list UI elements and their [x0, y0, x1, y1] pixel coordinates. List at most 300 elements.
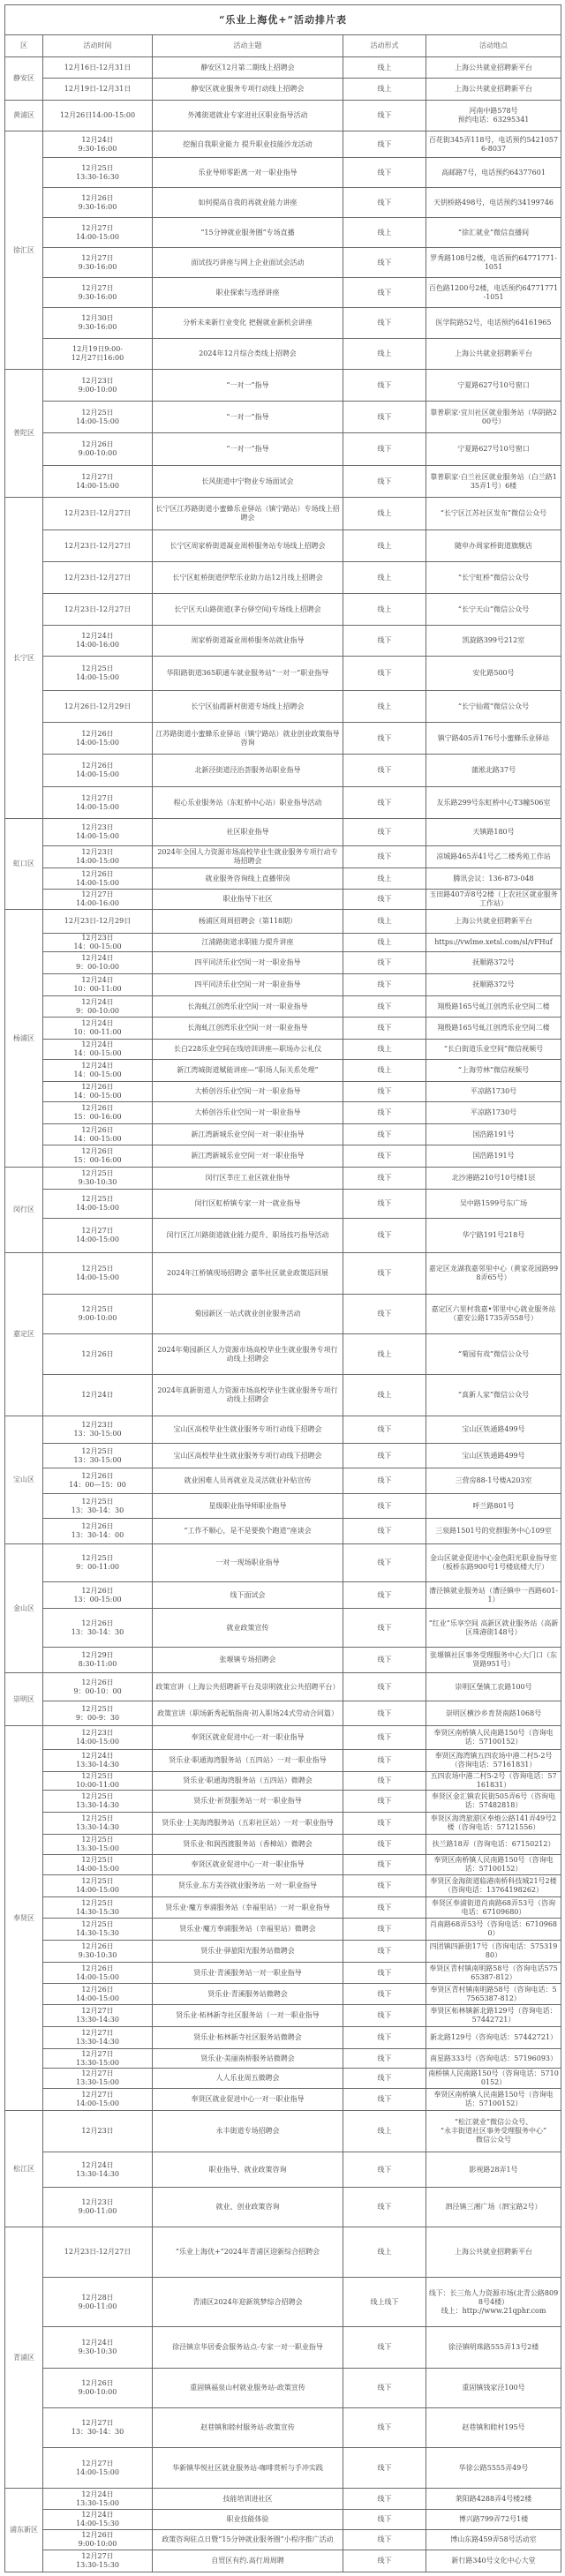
header-district: 区	[5, 35, 43, 57]
table-row	[5, 868, 561, 890]
form-cell: 线下	[343, 158, 426, 188]
form-cell: 线下	[343, 1791, 426, 1813]
time-cell: 12月24日 14:00-16:00	[43, 626, 153, 657]
time-cell: 12月26日 9:00-10:00	[43, 2369, 153, 2408]
table-row	[5, 1701, 561, 1726]
location-cell: 友乐路299号东虹桥中心T3幢506室	[426, 787, 561, 819]
form-cell: 线下	[343, 2327, 426, 2369]
table-row	[5, 308, 561, 339]
location-cell: 天镇路180号	[426, 819, 561, 846]
form-cell: 线下	[343, 846, 426, 868]
location-cell: “长白街道乐业空间”微信视频号	[426, 1040, 561, 1060]
form-cell: 线下	[343, 1168, 426, 1190]
table-row	[5, 2489, 561, 2510]
table-row	[5, 370, 561, 402]
topic-cell: 外滩街道就业专家进社区职业指导活动	[153, 101, 343, 131]
time-cell: 12月27日 14:00-15:00	[43, 466, 153, 498]
form-cell: 线下	[343, 2550, 426, 2572]
form-cell: 线下	[343, 1468, 426, 1494]
table-row	[5, 1835, 561, 1855]
table-row	[5, 1060, 561, 1082]
time-cell: 12月23日	[43, 2111, 153, 2152]
location-cell: 呼兰路801号	[426, 1494, 561, 1519]
time-cell: 12月26日 14:00-15:00	[43, 1984, 153, 2005]
table-row	[5, 1673, 561, 1701]
location-cell: 博山东路459弄58号活动室	[426, 2530, 561, 2550]
location-cell: 奉贤区柘林镇新北路129号（咨询电话：57442721）	[426, 2005, 561, 2027]
time-cell: 12月26日 9:30-16:00	[43, 188, 153, 218]
table-row	[5, 433, 561, 466]
time-cell: 12月27日 14:00-15:00	[43, 2448, 153, 2489]
district-cell: 嘉定区	[5, 1253, 43, 1416]
time-cell: 12月26日 15：00-16:00	[43, 1102, 153, 1124]
topic-cell: “15分钟就业服务圈”专场直播	[153, 218, 343, 248]
table-row	[5, 1875, 561, 1897]
location-cell: 张堰镇社区事务受理服务中心大门口（东贤路951号）	[426, 1648, 561, 1673]
time-cell: 12月23日 9:00-11:00	[43, 2188, 153, 2227]
form-cell: 线下	[343, 370, 426, 402]
location-cell: 凉城路465弄41号乙二楼秀苑工作站	[426, 846, 561, 868]
location-cell: 抚顺路372号	[426, 974, 561, 996]
form-cell: 线上	[343, 910, 426, 934]
location-cell: 抚顺路372号	[426, 952, 561, 974]
form-cell: 线下	[343, 1295, 426, 1334]
location-cell: 翔殷路165号虬江创湾乐业空间二楼	[426, 1018, 561, 1040]
location-cell: 吴中路1599号东广场	[426, 1190, 561, 1219]
form-cell: 线下	[343, 723, 426, 755]
time-cell: 12月24日 9：00-10:00	[43, 996, 153, 1018]
topic-cell: 2024年江桥镇现场招聘会 嘉华社区就业政策巡回展	[153, 1253, 343, 1295]
topic-cell: 新江湾新城乐业空间一对一职业指导	[153, 1124, 343, 1145]
table-row	[5, 934, 561, 952]
table-row	[5, 1726, 561, 1750]
location-cell: 蒲淞北路37号	[426, 755, 561, 787]
time-cell: 12月23日 13：30-15:00	[43, 1416, 153, 1444]
table-row	[5, 402, 561, 433]
form-cell: 线上	[343, 1334, 426, 1375]
topic-cell: 就业服务咨询线上直播带岗	[153, 868, 343, 890]
form-cell: 线下	[343, 1963, 426, 1984]
time-cell: 12月26日 9:30-10:30	[43, 1941, 153, 1963]
table-row	[5, 79, 561, 101]
form-cell: 线下	[343, 2069, 426, 2089]
topic-cell: 就业、创业政策咨询	[153, 2188, 343, 2227]
location-cell: 平凉路1730号	[426, 1102, 561, 1124]
table-row	[5, 1544, 561, 1582]
topic-cell: 贤乐业·上美海湾服务站（五彩社区站）一对一职业指导	[153, 1813, 343, 1835]
location-cell: 五四农场中港二村5-2号（咨询电话：57161831）	[426, 1772, 561, 1791]
time-cell: 12月24日 10：00-11:00	[43, 1018, 153, 1040]
time-cell: 12月23日-12月27日	[43, 2227, 153, 2278]
time-cell: 12月25日 13:30-14:30	[43, 1791, 153, 1813]
topic-cell: 青浦区2024年迎新筑梦综合招聘会	[153, 2278, 343, 2327]
location-cell: 奉贤区南桥镇人民南路150号（咨询电话：57100152）	[426, 1726, 561, 1750]
table-title: “乐业上海优+”活动排片表	[5, 5, 561, 35]
table-row	[5, 890, 561, 910]
form-cell: 线下	[343, 2369, 426, 2408]
schedule-sheet	[4, 4, 561, 2572]
district-cell: 黄浦区	[5, 101, 43, 131]
time-cell: 12月25日 14:00-15:00	[43, 1253, 153, 1295]
table-row	[5, 1897, 561, 1919]
time-cell: 12月23日 14:00-15:00	[43, 1726, 153, 1750]
topic-cell: 贤乐业·青溪服务站微聘会	[153, 1984, 343, 2005]
location-cell: 华徐公路5555弄49号	[426, 2448, 561, 2489]
form-cell: 线下	[343, 1897, 426, 1919]
table-row	[5, 2005, 561, 2027]
location-cell: “真新人家”微信公众号	[426, 1375, 561, 1416]
time-cell: 12月30日 9:30-16:00	[43, 308, 153, 339]
form-cell: 线上	[343, 1375, 426, 1416]
table-row	[5, 2089, 561, 2111]
table-row	[5, 188, 561, 218]
location-cell: 奉贤区青村镇南明路58号（咨询电话57565387-812）	[426, 1963, 561, 1984]
topic-cell: 贤乐业·职通海湾服务站（五四站）一对一职业指导	[153, 1750, 343, 1772]
table-row	[5, 1494, 561, 1519]
district-cell: 奉贤区	[5, 1726, 43, 2111]
location-cell: 四团镇四新街17号（咨询电话：57531980）	[426, 1941, 561, 1963]
table-row	[5, 1941, 561, 1963]
location-cell: 南星路333号（咨询电话：57196093）	[426, 2049, 561, 2069]
table-row	[5, 2448, 561, 2489]
form-cell: 线下	[343, 278, 426, 308]
topic-cell: 长宁区天山路街道(茅台驿空间)专场线上招聘会	[153, 594, 343, 626]
form-cell: 线下	[343, 657, 426, 691]
form-cell: 线下	[343, 1726, 426, 1750]
form-cell: 线下	[343, 466, 426, 498]
topic-cell: 贤乐业·祈贤服务站一对一职业指导	[153, 1791, 343, 1813]
location-cell: 嘉定区六里村我嘉•邻里中心就业服务站（嘉安公路1735弄558号）	[426, 1295, 561, 1334]
topic-cell: 贤乐业·青溪服务站一对一职业指导	[153, 1963, 343, 1984]
time-cell: 12月27日 14:00-15:00	[43, 2089, 153, 2111]
topic-cell: 宝山区高校毕业生就业服务专项行动线下招聘会	[153, 1416, 343, 1444]
topic-cell: 闵行区江川路街道就业能力提升、职场技巧指导活动	[153, 1219, 343, 1253]
form-cell: 线下	[343, 1190, 426, 1219]
form-cell: 线下	[343, 101, 426, 131]
table-row	[5, 2069, 561, 2089]
location-cell: 宝山区铁通路499号	[426, 1444, 561, 1468]
table-row	[5, 1813, 561, 1835]
location-cell: 漕泾镇就业服务站（漕泾镇中一西路601-1）	[426, 1582, 561, 1609]
form-cell: 线上	[343, 2227, 426, 2278]
location-cell: 安化路500号	[426, 657, 561, 691]
location-cell: 翔殷路165号虬江创湾乐业空间二楼	[426, 996, 561, 1018]
table-row	[5, 2510, 561, 2530]
time-cell: 12月24日 14：00-15:00	[43, 1040, 153, 1060]
header-form: 活动形式	[343, 35, 426, 57]
topic-cell: 职业探索与选择讲座	[153, 278, 343, 308]
district-cell: 虹口区	[5, 819, 43, 910]
form-cell: 线下	[343, 890, 426, 910]
table-row	[5, 691, 561, 723]
form-cell: 线下	[343, 1416, 426, 1444]
location-cell: 金山区就业促进中心金色阳光职业指导室（板桥东路900号1号楼底楼大厅）	[426, 1544, 561, 1582]
location-cell: 玉田路407弄8号2楼（上农社区就业服务工作站）	[426, 890, 561, 910]
district-cell: 普陀区	[5, 370, 43, 498]
header-time: 活动时间	[43, 35, 153, 57]
location-cell: 新北路129号（咨询电话：57442721）	[426, 2027, 561, 2049]
form-cell: 线下	[343, 1544, 426, 1582]
table-row	[5, 1582, 561, 1609]
form-cell: 线下	[343, 1124, 426, 1145]
topic-cell: 职业技能体验	[153, 2510, 343, 2530]
topic-cell: 贤乐业·魔方奉浦服务站（幸福里站）一对一职业指导	[153, 1897, 343, 1919]
table-row	[5, 339, 561, 370]
form-cell: 线下	[343, 2152, 426, 2188]
topic-cell: “一对一”指导	[153, 433, 343, 466]
location-cell: “上海劳林”微信视频号	[426, 1060, 561, 1082]
topic-cell: 奉贤区就业促进中心一对一职业指导	[153, 2089, 343, 2111]
topic-cell: 长宁区周家桥街道凝业周桥服务站专场线上招聘会	[153, 530, 343, 562]
topic-cell: 奉贤区就业促进中心一对一职业指导	[153, 1855, 343, 1875]
location-cell: 天钥桥路498号，电话预约34199746	[426, 188, 561, 218]
form-cell: 线下	[343, 1648, 426, 1673]
form-cell: 线上	[343, 2111, 426, 2152]
time-cell: 12月24日 9:30-16:00	[43, 131, 153, 158]
time-cell: 12月26日 9:00-10:00	[43, 433, 153, 466]
form-cell: 线上	[343, 79, 426, 101]
form-cell: 线下	[343, 1102, 426, 1124]
topic-cell: 线下面试会	[153, 1582, 343, 1609]
form-cell: 线下	[343, 1609, 426, 1648]
schedule-table	[4, 4, 561, 2572]
schedule-body	[5, 57, 561, 2572]
location-cell: “红业”乐享空间 高新区就业服务站（高新区珠港街148号）	[426, 1609, 561, 1648]
form-cell: 线上	[343, 562, 426, 594]
location-cell: 线下：长三角人力资源市场(北青公路8098号4楼） 线上：http://www.21qphr.com	[426, 2278, 561, 2327]
table-row	[5, 1145, 561, 1168]
location-cell: 随申办周家桥街道旗舰店	[426, 530, 561, 562]
table-row	[5, 248, 561, 278]
district-cell: 浦东新区	[5, 2489, 43, 2572]
time-cell: 12月27日 13：30-14：30	[43, 2408, 153, 2448]
form-cell: 线上	[343, 218, 426, 248]
table-row	[5, 657, 561, 691]
time-cell: 12月25日 9：00-11:00	[43, 1544, 153, 1582]
table-row	[5, 910, 561, 934]
table-row	[5, 2530, 561, 2550]
district-cell: 崇明区	[5, 1673, 43, 1726]
time-cell: 12月26日 14：00-15:00	[43, 1082, 153, 1102]
time-cell: 12月24日 10：00-11:00	[43, 974, 153, 996]
table-row	[5, 626, 561, 657]
topic-cell: 长宁区江苏路街道小蜜蜂乐业驿站（镇宁路站）专场线上招聘会	[153, 498, 343, 530]
form-cell: 线上	[343, 594, 426, 626]
table-row	[5, 2408, 561, 2448]
topic-cell: 闵行区虹桥镇专家一对一就业指导	[153, 1190, 343, 1219]
location-cell: 百花街345弄118号，电话预约54210576-8037	[426, 131, 561, 158]
table-row	[5, 1609, 561, 1648]
topic-cell: 华阳路街道365职通车就业服务站“一对一”职业指导	[153, 657, 343, 691]
topic-cell: “一对一”指导	[153, 370, 343, 402]
form-cell: 线下	[343, 1875, 426, 1897]
topic-cell: 分析未来新行业变化 把握就业新机会讲座	[153, 308, 343, 339]
time-cell: 12月26日 13：00-15:00	[43, 1582, 153, 1609]
district-cell: 杨浦区	[5, 910, 43, 1168]
form-cell: 线下	[343, 626, 426, 657]
table-row	[5, 278, 561, 308]
topic-cell: 徐泾镇京华居委会服务站点-专家一对一职业指导	[153, 2327, 343, 2369]
form-cell: 线下	[343, 2489, 426, 2510]
location-cell: “徐汇就业”微信直播间	[426, 218, 561, 248]
location-cell: 腾讯会议：136-873-048	[426, 868, 561, 890]
form-cell: 线下	[343, 402, 426, 433]
time-cell: 12月23日-12月27日	[43, 594, 153, 626]
location-cell: 南桥镇人民南路150号（咨询电话：57100152）	[426, 2069, 561, 2089]
form-cell: 线上	[343, 530, 426, 562]
time-cell: 12月26日-12月29日	[43, 691, 153, 723]
table-row	[5, 131, 561, 158]
time-cell: 12月24日 13:30-15:00	[43, 2489, 153, 2510]
time-cell: 12月26日 14:00-15:00	[43, 868, 153, 890]
time-cell: 12月24日 14:00-15:30	[43, 2510, 153, 2530]
table-row	[5, 1219, 561, 1253]
location-cell: 国浩路191号	[426, 1124, 561, 1145]
topic-cell: 一对一现场职业指导	[153, 1544, 343, 1582]
topic-cell: 技能培训进社区	[153, 2489, 343, 2510]
form-cell: 线下	[343, 1855, 426, 1875]
district-cell: 金山区	[5, 1544, 43, 1673]
time-cell: 12月25日 14:30-15:30	[43, 1897, 153, 1919]
table-row	[5, 1124, 561, 1145]
table-row	[5, 1102, 561, 1124]
time-cell: 12月23日-12月27日	[43, 498, 153, 530]
location-cell: 华宁路191号218号	[426, 1219, 561, 1253]
table-row	[5, 819, 561, 846]
time-cell: 12月23日 14:00-15:00	[43, 846, 153, 868]
location-cell: 肖南路68弄53号（咨询电话：67109680）	[426, 1919, 561, 1941]
time-cell: 12月27日 14:00-16:00	[43, 890, 153, 910]
topic-cell: 周家桥街道凝业周桥服务站就业指导	[153, 626, 343, 657]
location-cell: “长宁天山”微信公众号	[426, 594, 561, 626]
time-cell: 12月26日 14：00-15:00	[43, 1124, 153, 1145]
location-cell: 宁夏路627号10号窗口	[426, 433, 561, 466]
topic-cell: 贤乐业·美丽南桥服务站微聘会	[153, 2049, 343, 2069]
topic-cell: “工作不顺心，是不是要换个跑道”座谈会	[153, 1519, 343, 1544]
form-cell: 线下	[343, 952, 426, 974]
topic-cell: 奉贤区就业促进中心一对一职业指导	[153, 1726, 343, 1750]
location-cell: 影视路28弄1号	[426, 2152, 561, 2188]
table-row	[5, 974, 561, 996]
form-cell: 线上线下	[343, 2278, 426, 2327]
form-cell: 线上	[343, 1040, 426, 1060]
form-cell: 线下	[343, 996, 426, 1018]
table-row	[5, 1648, 561, 1673]
location-cell: 河南中路578号 预约电话：63295341	[426, 101, 561, 131]
location-cell: 靠普职家·白兰社区就业服务站（白兰路135弄1号）6楼	[426, 466, 561, 498]
table-row	[5, 996, 561, 1018]
topic-cell: 贤乐业·驿旅阳光服务站微聘会	[153, 1941, 343, 1963]
location-cell: “长宁区江苏社区发布”微信公众号	[426, 498, 561, 530]
table-row	[5, 1750, 561, 1772]
table-row	[5, 2550, 561, 2572]
time-cell: 12月23日 9:00-10:00	[43, 370, 153, 402]
location-cell: 上海公共就业招聘新平台	[426, 57, 561, 79]
form-cell: 线下	[343, 1772, 426, 1791]
form-cell: 线上	[343, 57, 426, 79]
table-row	[5, 1040, 561, 1060]
topic-cell: “乐业上海优+”2024年青浦区迎新综合招聘会	[153, 2227, 343, 2278]
time-cell: 12月29日 8:30-11:00	[43, 1648, 153, 1673]
district-cell: 长宁区	[5, 498, 43, 819]
time-cell: 12月27日 13:30-15:00	[43, 2049, 153, 2069]
topic-cell: 贤乐业·柘林新寺社区服务站微聘会	[153, 2027, 343, 2049]
table-row	[5, 2188, 561, 2227]
topic-cell: 华新镇华悦社区就业服务站-咖啡赏析与手冲实践	[153, 2448, 343, 2489]
topic-cell: 江浦路街道求职能力提升讲座	[153, 934, 343, 952]
topic-cell: 星级职业指导师职业指导	[153, 1494, 343, 1519]
topic-cell: 面试技巧讲座与网上企业面试会活动	[153, 248, 343, 278]
location-cell: 崇明区堡镇工农路100号	[426, 1673, 561, 1701]
time-cell: 12月25日 14:00-15:00	[43, 1190, 153, 1219]
form-cell: 线上	[343, 691, 426, 723]
time-cell: 12月25日 14:00-15:00	[43, 1875, 153, 1897]
district-cell: 静安区	[5, 57, 43, 101]
time-cell: 12月27日 13:30-15:30	[43, 2550, 153, 2572]
topic-cell: 挖掘自我职业能力 提升职业技能沙龙活动	[153, 131, 343, 158]
form-cell: 线下	[343, 1582, 426, 1609]
location-cell: 平凉路1730号	[426, 1082, 561, 1102]
district-cell: 闵行区	[5, 1168, 43, 1253]
table-row	[5, 755, 561, 787]
time-cell: 12月23日 14:00-15:00	[43, 819, 153, 846]
table-row	[5, 2027, 561, 2049]
location-cell: 三泉路1501号的党群服务中心109室	[426, 1519, 561, 1544]
location-cell: 赵巷镇和睦村195号	[426, 2408, 561, 2448]
table-row	[5, 1018, 561, 1040]
time-cell: 12月25日 9:00-10:00	[43, 1295, 153, 1334]
topic-cell: 大桥创谷乐业空间一对一职业指导	[153, 1102, 343, 1124]
time-cell: 12月19日9:00- 12月27日16:00	[43, 339, 153, 370]
time-cell: 12月23日-12月27日	[43, 562, 153, 594]
form-cell: 线下	[343, 1813, 426, 1835]
location-cell: 靠普职家·宜川社区就业服务站（华阴路200号）	[426, 402, 561, 433]
time-cell: 12月26日 14:00-15:00	[43, 1963, 153, 1984]
time-cell: 12月26日 9：00-10：00	[43, 1673, 153, 1701]
location-cell: 凯旋路399号212室	[426, 626, 561, 657]
topic-cell: 贤乐业·职通海湾服务站（五四站）微聘会	[153, 1772, 343, 1791]
table-row	[5, 1468, 561, 1494]
table-row	[5, 1375, 561, 1416]
table-row	[5, 498, 561, 530]
location-cell: 泗泾镇三湘广场（泗宝路2号）	[426, 2188, 561, 2227]
time-cell: 12月27日 14:00-15:00	[43, 1219, 153, 1253]
time-cell: 12月25日 14:00-15:00	[43, 657, 153, 691]
form-cell: 线下	[343, 1519, 426, 1544]
table-row	[5, 2327, 561, 2369]
district-cell: 青浦区	[5, 2227, 43, 2489]
time-cell: 12月26日 14:00-15:00	[43, 755, 153, 787]
table-row	[5, 158, 561, 188]
form-cell: 线下	[343, 1701, 426, 1726]
form-cell: 线下	[343, 1444, 426, 1468]
time-cell: 12月27日 14:00-15:00	[43, 218, 153, 248]
table-row	[5, 218, 561, 248]
time-cell: 12月25日 13:30-14:30	[43, 1813, 153, 1835]
location-cell: 重固镇钱家泾100号	[426, 2369, 561, 2408]
topic-cell: 新江湾城街道赋能讲座—“职场人际关系处理”	[153, 1060, 343, 1082]
table-row	[5, 1519, 561, 1544]
time-cell: 12月19日-12月31日	[43, 79, 153, 101]
district-cell: 宝山区	[5, 1416, 43, 1544]
table-row	[5, 466, 561, 498]
location-cell: 扶兰路18弄（咨询电话：67150212）	[426, 1835, 561, 1855]
topic-cell: 新江湾新城乐业空间一对一职业指导	[153, 1145, 343, 1168]
topic-cell: 自贸区有约.高行周周聘	[153, 2550, 343, 2572]
time-cell: 12月26日 14:00-15:00	[43, 723, 153, 755]
location-cell: 罗秀路108号2楼，电话预约64771771-1051	[426, 248, 561, 278]
location-cell: 奉贤区海湾镇五四农场中港二村5-2号（咨询电话：57161831）	[426, 1750, 561, 1772]
